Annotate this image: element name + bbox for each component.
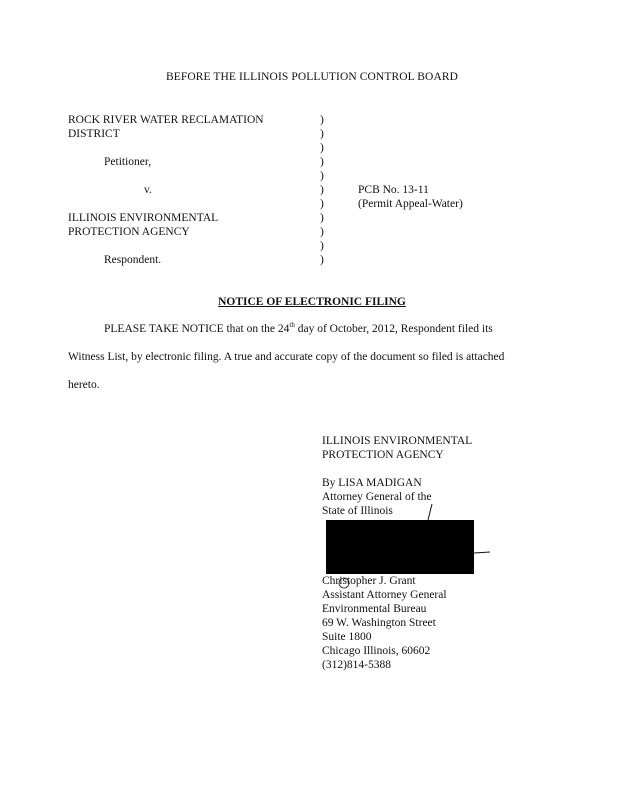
respondent-name-line1: ILLINOIS ENVIRONMENTAL xyxy=(68,212,219,224)
day-ordinal-suffix: th xyxy=(289,321,295,330)
board-heading: BEFORE THE ILLINOIS POLLUTION CONTROL BOARD xyxy=(165,71,459,83)
phone-number: (312)814-5388 xyxy=(322,659,391,671)
bureau-name: Environmental Bureau xyxy=(322,603,427,615)
versus-label: v. xyxy=(144,184,152,196)
caption-paren: ) xyxy=(320,226,324,238)
caption-paren: ) xyxy=(320,142,324,154)
notice-body-line1 xyxy=(104,322,493,336)
respondent-name-line2: PROTECTION AGENCY xyxy=(68,226,190,238)
caption-paren: ) xyxy=(320,114,324,126)
caption-paren: ) xyxy=(320,170,324,182)
suite-number: Suite 1800 xyxy=(322,631,372,643)
respondent-role: Respondent. xyxy=(104,254,162,266)
notice-body-line2: Witness List, by electronic filing. A true and accurate copy of the document so filed is attached xyxy=(68,351,505,363)
caption-paren: ) xyxy=(320,184,324,196)
notice-body-line3: hereto. xyxy=(68,379,100,391)
notice-text-end: day of October, 2012, Respondent filed its xyxy=(294,323,493,335)
petitioner-name-line1: ROCK RIVER WATER RECLAMATION xyxy=(68,114,264,126)
street-address: 69 W. Washington Street xyxy=(322,617,436,629)
case-type: (Permit Appeal-Water) xyxy=(358,198,463,210)
case-number: PCB No. 13-11 xyxy=(358,184,429,196)
petitioner-role: Petitioner, xyxy=(104,156,152,168)
attorney-general-line1: Attorney General of the xyxy=(322,491,432,503)
attorney-general-line2: State of Illinois xyxy=(322,505,393,517)
petitioner-name-line2: DISTRICT xyxy=(68,128,120,140)
notice-text-start: PLEASE TAKE NOTICE that on the 24 xyxy=(104,323,290,335)
caption-paren: ) xyxy=(320,198,324,210)
caption-paren: ) xyxy=(320,212,324,224)
caption-paren: ) xyxy=(320,156,324,168)
signer-name: Christopher J. Grant xyxy=(322,575,416,587)
notice-title: NOTICE OF ELECTRONIC FILING xyxy=(218,296,406,308)
by-line: By LISA MADIGAN xyxy=(322,477,422,489)
caption-paren: ) xyxy=(320,254,324,266)
city-line: Chicago Illinois, 60602 xyxy=(322,645,431,657)
caption-paren: ) xyxy=(320,240,324,252)
agency-name-line1: ILLINOIS ENVIRONMENTAL xyxy=(322,435,473,447)
caption-paren: ) xyxy=(320,128,324,140)
agency-name-line2: PROTECTION AGENCY xyxy=(322,449,444,461)
signer-title: Assistant Attorney General xyxy=(322,589,447,601)
signature-redaction xyxy=(326,520,474,574)
